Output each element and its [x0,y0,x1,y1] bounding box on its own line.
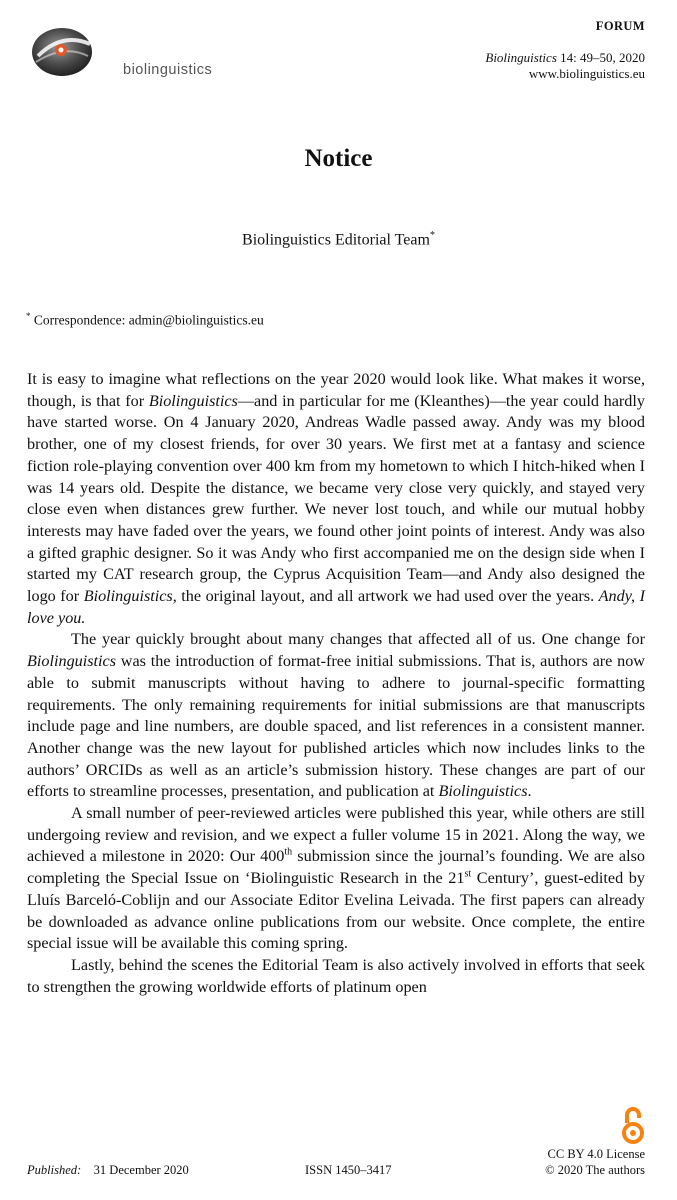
copyright: © 2020 The authors [545,1163,645,1177]
text-run: —and in particular for me (Kleanthes)—the year could hardly have started worse. On 4 January 2020, Andreas Wadle passed away. Andy was my blood brother, one of my closest friends, for over 30 years. We first met at a fantasy and science fiction role-playing convention over 400 km from my hometown to which I hitch-hiked when I was 14 years old. Despite the distance, we became very close very quickly, and stayed very close even when distances grew further. We never lost touch, and while our mutual hobby interests may have faded over the years, we found other joint points of interest. Andy was also a gifted graphic designer. So it was Andy who first accompanied me on the design side when I started my CAT research group, the Cyprus Acquisition Team—and Andy also designed the logo for [27,391,645,606]
author-name: Biolinguistics Editorial Team [242,231,430,249]
author-footnote-mark: * [429,230,435,241]
volume-pages: 14: 49–50, 2020 [560,50,645,65]
journal-website[interactable]: www.biolinguistics.eu [528,66,645,81]
ordinal-suffix: th [284,847,293,859]
issn: ISSN 1450–3417 [305,1163,392,1177]
text-run: Century’, guest-edited by Lluís Barceló-Coblijn and our Associate Editor Evelina Leivada. The first papers can already be downloaded as advance online publications from our website. Once complete, the entire special issue will be available this coming spring. [27,869,645,953]
journal-name-italic: Biolinguistics [27,652,117,671]
paragraph-1 [27,369,645,629]
citation-block [485,50,645,82]
section-label: FORUM [595,19,645,33]
open-access-icon [621,1105,645,1145]
text-run: , the original layout, and all artwork we had used over the years. [172,587,599,606]
published-date [27,1163,189,1178]
paragraph-4: Lastly, behind the scenes the Editorial Team is also actively involved in efforts that seek to strengthen the growing worldwide efforts of platinum open [27,955,645,996]
text-run: was the introduction of format-free initial submissions. That is, authors are now able to submit manuscripts without having to adhere to journal-specific formatting requirements. The only remaining requirements for initial submissions are that manuscripts include page and line numbers, are double spaced, and list references in a consistent manner. Another change was the new layout for published articles which now includes links to the authors’ ORCIDs as well as an article’s submission history. These changes are part of our efforts to streamline processes, presentation, and publication at [27,652,645,801]
article-body [27,369,645,998]
dedication-italic: Andy, I love you. [27,587,645,627]
footnote-text: Correspondence: admin@biolinguistics.eu [33,312,264,328]
journal-name: Biolinguistics [485,50,557,65]
citation-line [485,50,645,66]
paragraph-3 [27,803,645,955]
journal-name-italic: Biolinguistics [438,782,528,801]
text-run: submission since the journal’s founding. We are also completing the Special Issue on ‘Biolinguistic Research in the 21 [27,847,646,888]
article-author [0,230,677,249]
paragraph-2 [27,629,645,803]
journal-name-italic: Biolinguistics [148,391,238,410]
published-value: 31 December 2020 [93,1163,189,1177]
globe-logo-icon [28,22,98,82]
text-run: . [527,782,532,801]
footnote-mark: * [26,311,31,321]
journal-name-italic: Biolinguistics [83,587,173,606]
logo-wordmark: biolinguistics [123,62,213,78]
license-block [545,1146,645,1178]
correspondence-footnote [26,311,264,329]
text-run: The year quickly brought about many changes that affected all of us. One change for [71,630,645,649]
ordinal-suffix: st [464,868,472,880]
published-label: Published: [27,1163,82,1177]
license-link[interactable]: CC BY 4.0 License [547,1147,645,1161]
text-run: It is easy to imagine what reflections on the year 2020 would look like. What makes it worse, though, is that for [27,370,645,410]
text-run: A small number of peer-reviewed articles were published this year, while others are still undergoing review and revision, and we expect a fuller volume 15 in 2021. Along the way, we achieved a milestone in 2020: Our 400 [27,804,645,866]
article-title: Notice [304,145,373,172]
journal-logo [28,22,228,82]
